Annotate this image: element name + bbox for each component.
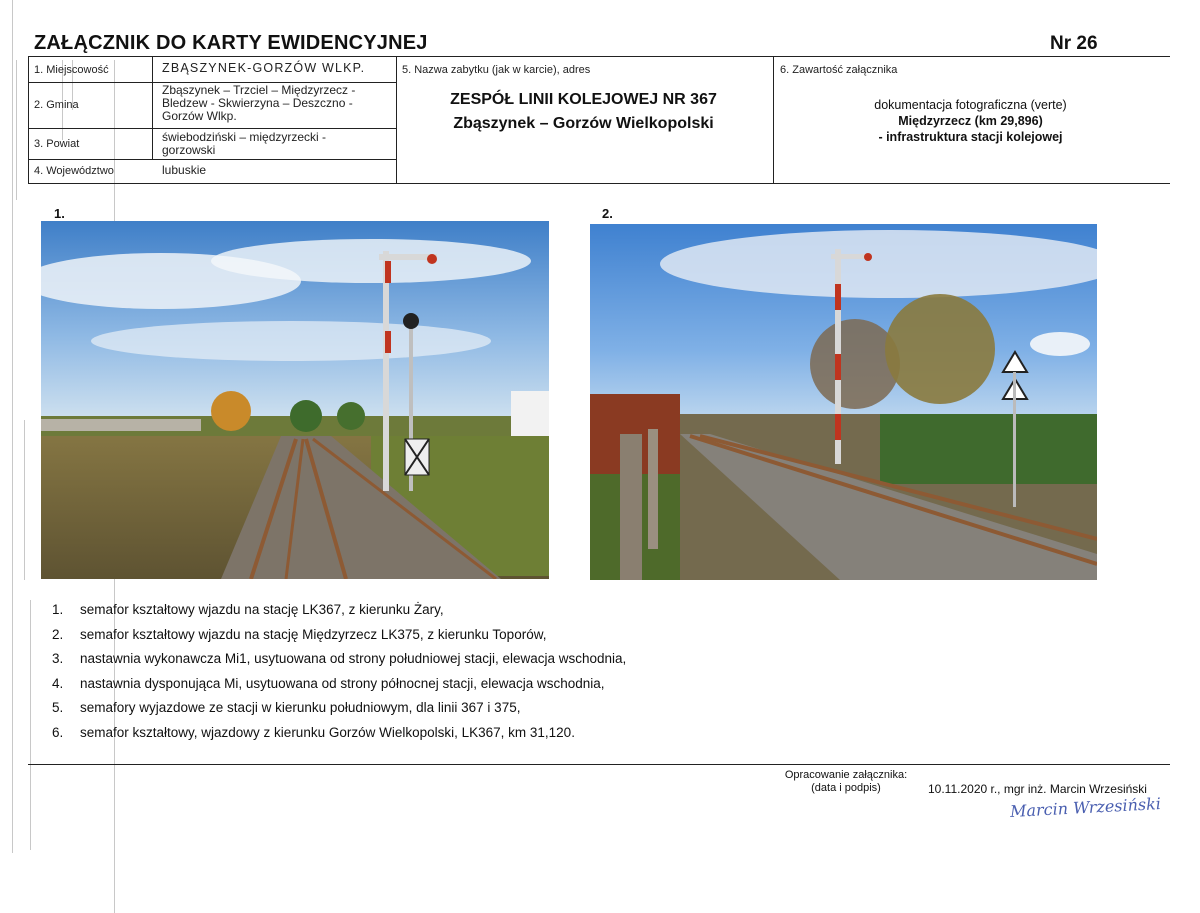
gmina-value: Zbąszynek – Trzciel – Międzyrzecz - Bledzew - Skwierzyna – Deszczno - Gorzów Wlkp.	[162, 83, 356, 123]
place-value: ZBĄSZYNEK-GORZÓW WLKP.	[162, 61, 366, 75]
photo-1	[41, 221, 549, 579]
caption-item: 1. semafor kształtowy wjazdu na stację LK367, z kierunku Żary,	[52, 602, 444, 617]
caption-item: 2. semafor kształtowy wjazdu na stację Międzyrzecz LK375, z kierunku Toporów,	[52, 626, 547, 642]
document-number: Nr 26	[1050, 33, 1098, 54]
caption-item: 3. nastawnia wykonawcza Mi1, usytuowana od strony południowej stacji, elewacja wschodnia,	[52, 651, 627, 667]
photo-1-image	[41, 221, 549, 579]
signature: Marcin Wrzesiński	[1009, 794, 1162, 821]
photo-2	[590, 224, 1097, 580]
contents-block	[773, 97, 1168, 145]
caption-item: 6. semafor kształtowy, wjazdowy z kierunku Gorzów Wielkopolski, LK367, km 31,120.	[52, 724, 575, 740]
captions-list	[52, 598, 626, 746]
preparation-label: Opracowanie załącznika: (data i podpis)	[784, 769, 908, 794]
photo-2-image	[590, 224, 1097, 580]
monument-name	[396, 88, 771, 136]
contents-line-1: dokumentacja fotograficzna (verte)	[874, 98, 1067, 112]
monument-label: 5. Nazwa zabytku (jak w karcie), adres	[402, 64, 591, 76]
contents-label: 6. Zawartość załącznika	[780, 64, 898, 76]
monument-line-2: Zbąszynek – Gorzów Wielkopolski	[453, 115, 714, 132]
voivodeship-label: 4. Województwo	[34, 165, 114, 177]
preparation-value: 10.11.2020 r., mgr inż. Marcin Wrzesiński	[928, 782, 1147, 796]
powiat-value: świebodziński – międzyrzecki - gorzowski	[162, 130, 327, 157]
powiat-label: 3. Powiat	[34, 138, 80, 150]
contents-line-3: - infrastruktura stacji kolejowej	[878, 130, 1063, 144]
document-title: ZAŁĄCZNIK DO KARTY EWIDENCYJNEJ	[34, 32, 428, 54]
monument-line-1: ZESPÓŁ LINII KOLEJOWEJ NR 367	[450, 91, 717, 108]
photo-2-number: 2.	[602, 206, 613, 221]
gmina-label: 2. Gmina	[34, 99, 79, 111]
caption-item: 5. semafory wyjazdowe ze stacji w kierunku południowym, dla linii 367 i 375,	[52, 700, 521, 716]
voivodeship-value: lubuskie	[162, 163, 207, 177]
caption-item: 4. nastawnia dysponująca Mi, usytuowana od strony północnej stacji, elewacja wschodnia,	[52, 675, 605, 691]
contents-line-2: Międzyrzecz (km 29,896)	[898, 114, 1043, 128]
place-label: 1. Miejscowość	[34, 64, 109, 76]
photo-1-number: 1.	[54, 206, 65, 221]
